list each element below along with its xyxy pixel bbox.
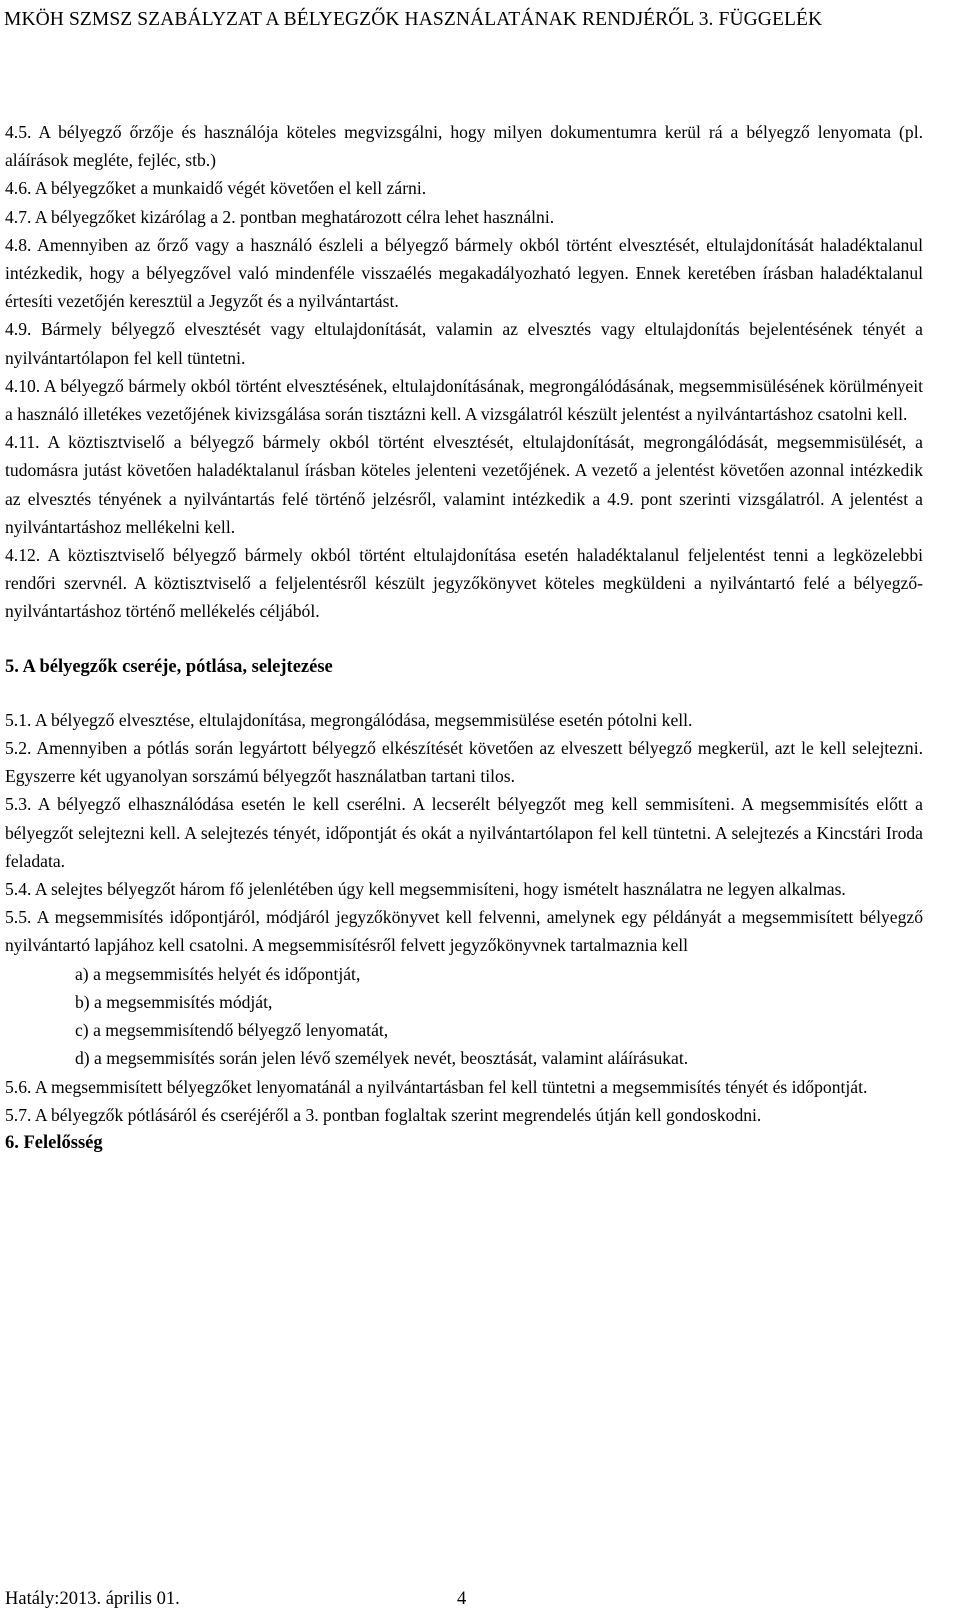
page-number: 4 <box>457 1589 467 1609</box>
section-heading-5: 5. A bélyegzők cseréje, pótlása, selejtezése <box>5 656 333 677</box>
paragraph-4-10: 4.10. A bélyegző bármely okból történt elvesztésének, eltulajdonításának, megrongálódásának, megsemmisülésének körülményeit a használó illetékes vezetőjének kivizsgálása során tisztázni kell. A vizsgálatról készült jelentést a nyilvántartáshoz csatolni kell. <box>5 375 923 425</box>
paragraph-4-9: 4.9. Bármely bélyegző elvesztését vagy eltulajdonítását, valamin az elvesztés vagy eltulajdonítás bejelentésének tényét a nyilvántartólapon fel kell tüntetni. <box>5 319 923 368</box>
list-item: b) a megsemmisítés módját, <box>75 991 273 1012</box>
section-heading-6: 6. Felelősség <box>5 1132 103 1153</box>
paragraph-4-6: 4.6. A bélyegzőket a munkaidő végét követően el kell zárni. <box>5 178 427 199</box>
document-body <box>5 118 923 1157</box>
paragraph-5-4: 5.4. A selejtes bélyegzőt három fő jelenlétében úgy kell megsemmisíteni, hogy ismételt használatra ne legyen alkalmas. <box>5 879 846 900</box>
header-title: MKÖH SZMSZ SZABÁLYZAT A BÉLYEGZŐK HASZNÁLATÁNAK RENDJÉRŐL 3. FÜGGELÉK <box>4 9 823 30</box>
paragraph-5-1: 5.1. A bélyegző elvesztése, eltulajdonítása, megrongálódása, megsemmisülése esetén pótolni kell. <box>5 709 693 730</box>
paragraph-5-5: 5.5. A megsemmisítés időpontjáról, módjáról jegyzőkönyvet kell felvenni, amelynek egy példányát a megsemmisített bélyegző nyilvántartó lapjához kell csatolni. A megsemmisítésről felvett jegyzőkönyvnek tartalmaznia kell <box>5 907 923 956</box>
list-item: c) a megsemmisítendő bélyegző lenyomatát, <box>75 1020 389 1041</box>
paragraph-5-7: 5.7. A bélyegzők pótlásáról és cseréjéről a 3. pontban foglaltak szerint megrendelés útján kell gondoskodni. <box>5 1104 762 1125</box>
paragraph-4-7: 4.7. A bélyegzőket kizárólag a 2. pontban meghatározott célra lehet használni. <box>5 206 555 227</box>
page-footer <box>5 1586 605 1612</box>
document-header <box>4 4 944 35</box>
paragraph-4-11: 4.11. A köztisztviselő a bélyegző bármely okból történt elvesztését, eltulajdonítását, megrongálódását, megsemmisülését, a tudomásra jutást követően haladéktalanul írásban köteles jelenteni vezetőjének. A vezető a jelentést követően azonnal intézkedik az elvesztés tényének a nyilvántartás felé történő jelzésről, valamint intézkedik a 4.9. pont szerinti vizsgálatról. A jelentést a nyilvántartáshoz mellékelni kell. <box>5 432 923 537</box>
list-item: d) a megsemmisítés során jelen lévő személyek nevét, beosztását, valamint aláírásukat. <box>75 1048 689 1069</box>
paragraph-4-5: 4.5. A bélyegző őrzője és használója köteles megvizsgálni, hogy milyen dokumentumra kerül rá a bélyegző lenyomata (pl. aláírások megléte, fejléc, stb.) <box>5 122 923 171</box>
paragraph-4-12: 4.12. A köztisztviselő bélyegző bármely okból történt eltulajdonítása esetén haladéktalanul feljelentést tenni a legközelebbi rendőri szervnél. A köztisztviselő a feljelentésről készült jegyzőkönyvet köteles megküldeni a nyilvántartó felé a bélyegző-nyilvántartáshoz történő mellékelés céljából. <box>5 545 923 622</box>
paragraph-5-2: 5.2. Amennyiben a pótlás során legyártott bélyegző elkészítését követően az elveszett bélyegző megkerül, azt le kell selejtezni. Egyszerre két ugyanolyan sorszámú bélyegzőt használatban tartani tilos. <box>5 738 923 787</box>
paragraph-5-6: 5.6. A megsemmisített bélyegzőket lenyomatánál a nyilvántartásban fel kell tüntetni a megsemmisítés tényét és időpontját. <box>5 1076 868 1097</box>
paragraph-4-8: 4.8. Amennyiben az őrző vagy a használó észleli a bélyegző bármely okból történt elvesztését, eltulajdonítását haladéktalanul intézkedik, hogy a bélyegzővel való mindenféle visszaélés megakadályozható legyen. Ennek keretében írásban haladéktalanul értesíti vezetőjén keresztül a Jegyzőt és a nyilvántartást. <box>5 234 923 312</box>
list-item: a) a megsemmisítés helyét és időpontját, <box>75 963 361 984</box>
effective-date: Hatály:2013. április 01. <box>5 1589 180 1609</box>
paragraph-5-3: 5.3. A bélyegző elhasználódása esetén le kell cserélni. A lecserélt bélyegzőt meg kell semmisíteni. A megsemmisítés előtt a bélyegzőt selejtezni kell. A selejtezés tényét, időpontját és okát a nyilvántartólapon fel kell tüntetni. A selejtezés a Kincstári Iroda feladata. <box>5 794 923 871</box>
